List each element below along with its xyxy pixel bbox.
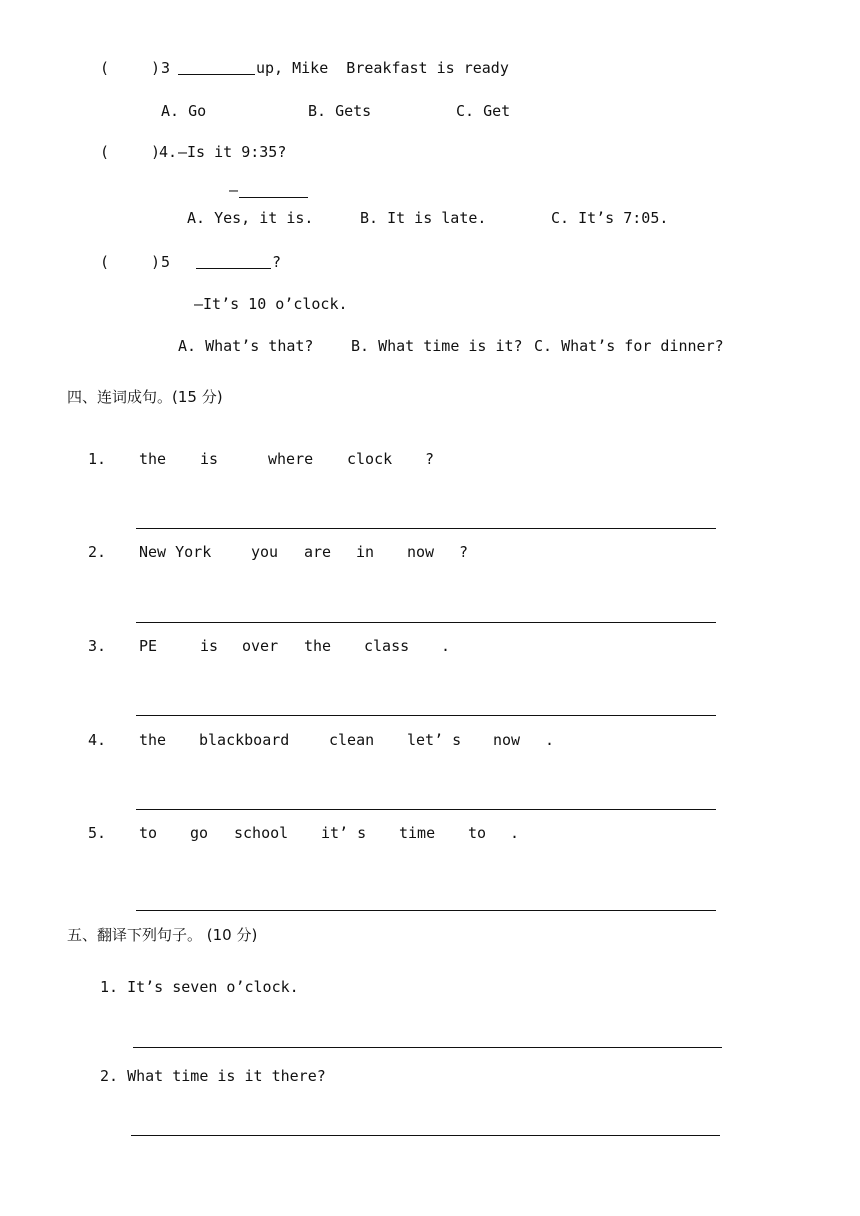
option-a: A. Yes, it is. (187, 209, 314, 227)
question-number: 4. (159, 143, 178, 161)
item-number: 3. (88, 637, 107, 655)
question-stem: up, Mike Breakfast is ready (256, 59, 509, 77)
word: is (200, 450, 219, 468)
answer-line[interactable] (136, 528, 716, 529)
question-reply: —It’s 10 o’clock. (194, 295, 348, 313)
answer-line[interactable] (136, 622, 716, 623)
word: New York (139, 543, 212, 561)
answer-paren-open: ( (100, 59, 110, 77)
question-stem: —Is it 9:35? (178, 143, 287, 161)
answer-line[interactable] (131, 1135, 720, 1136)
answer-blank[interactable] (239, 181, 308, 198)
word: clean (329, 731, 375, 749)
answer-blank[interactable] (178, 58, 255, 75)
word: now (493, 731, 521, 749)
option-b: B. It is late. (360, 209, 487, 227)
option-a: A. What’s that? (178, 337, 314, 355)
answer-line[interactable] (136, 910, 716, 911)
word: blackboard (199, 731, 290, 749)
translate-sentence: 2. What time is it there? (100, 1067, 326, 1085)
word: the (304, 637, 332, 655)
item-number: 1. (88, 450, 107, 468)
word: class (364, 637, 410, 655)
word: in (356, 543, 375, 561)
option-b: B. Gets (308, 102, 372, 120)
translate-sentence: 1. It’s seven o’clock. (100, 978, 299, 996)
word: ? (459, 543, 469, 561)
word: the (139, 450, 167, 468)
word: . (441, 637, 451, 655)
word: ? (425, 450, 435, 468)
word: where (268, 450, 314, 468)
answer-line[interactable] (136, 715, 716, 716)
answer-line[interactable] (133, 1047, 722, 1048)
answer-paren-open: ( (100, 253, 110, 271)
answer-paren-close: ) (151, 253, 161, 271)
option-c: C. What’s for dinner? (534, 337, 724, 355)
answer-blank[interactable] (196, 252, 271, 269)
section-4-title: 四、连词成句。(15 分) (67, 388, 223, 406)
item-number: 4. (88, 731, 107, 749)
word: clock (347, 450, 393, 468)
question-mark: ? (272, 253, 282, 271)
section-5-title: 五、翻译下列句子。 (10 分) (67, 926, 258, 944)
word: is (200, 637, 219, 655)
question-number: 3 (161, 59, 171, 77)
item-number: 5. (88, 824, 107, 842)
option-c: C. Get (456, 102, 511, 120)
word: . (545, 731, 555, 749)
word: let’ s (407, 731, 462, 749)
word: you (251, 543, 279, 561)
answer-paren-close: ) (151, 143, 161, 161)
item-number: 2. (88, 543, 107, 561)
option-c: C. It’s 7:05. (551, 209, 669, 227)
word: are (304, 543, 332, 561)
answer-dash: – (229, 181, 239, 199)
question-number: 5 (161, 253, 171, 271)
word: now (407, 543, 435, 561)
word: it’ s (321, 824, 367, 842)
word: . (510, 824, 520, 842)
word: go (190, 824, 209, 842)
word: to (468, 824, 487, 842)
option-a: A. Go (161, 102, 207, 120)
word: PE (139, 637, 158, 655)
answer-line[interactable] (136, 809, 716, 810)
word: school (234, 824, 289, 842)
word: time (399, 824, 436, 842)
word: to (139, 824, 158, 842)
word: over (242, 637, 279, 655)
answer-paren-close: ) (151, 59, 161, 77)
option-b: B. What time is it? (351, 337, 523, 355)
word: the (139, 731, 167, 749)
answer-paren-open: ( (100, 143, 110, 161)
